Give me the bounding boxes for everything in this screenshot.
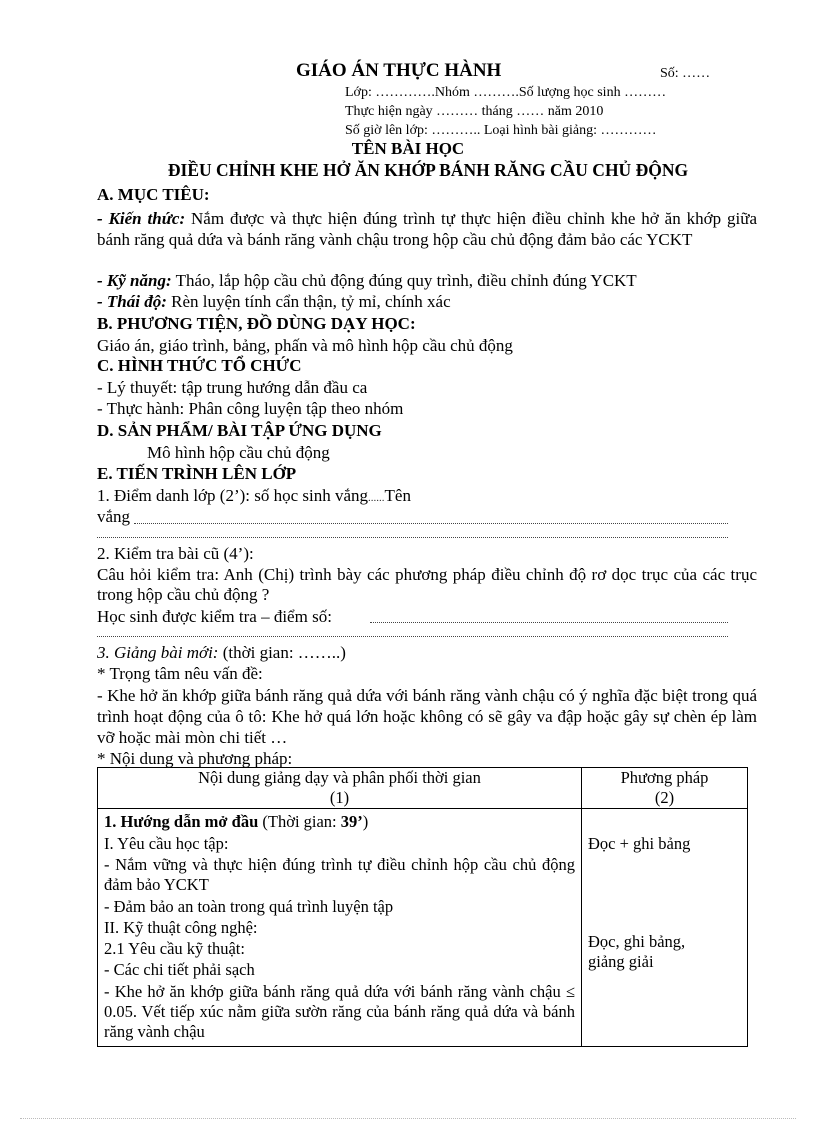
so-field: Số: …… [660, 66, 711, 81]
section-d-heading: D. SẢN PHẨM/ BÀI TẬP ỨNG DỤNG [97, 421, 382, 440]
giangbai-time: (thời gian: ……..) [218, 643, 346, 662]
cauhoi-text: Câu hỏi kiểm tra: Anh (Chị) trình bày các phương pháp điều chỉnh độ rơ dọc trục của các trục trong hộp cầu chủ động ? [97, 565, 757, 604]
hocsinh-dotline-2 [97, 636, 728, 637]
hocsinh-line: Học sinh được kiểm tra – điểm số: [97, 607, 332, 626]
section-b-heading: B. PHƯƠNG TIỆN, ĐỒ DÙNG DẠY HỌC: [97, 314, 416, 333]
trongtam-heading: * Trọng tâm nêu vấn đề: [97, 664, 263, 683]
kynang-text: Tháo, lắp hộp cầu chủ động đúng quy trình, điều chỉnh đúng YCKT [171, 271, 637, 290]
ngay-line: Thực hiện ngày ……… tháng …… năm 2010 [345, 104, 604, 119]
giangbai-line [97, 643, 346, 663]
vang-dotline [134, 523, 728, 524]
ii-item2: - Khe hở ăn khớp giữa bánh răng quả dứa với bánh răng vành chậu ≤ 0.05. Vết tiếp xúc nằm giữa sườn răng của bánh răng quả dứa và bánh răng vành chậu [104, 982, 575, 1041]
row-title-rest: (Thời gian: [258, 812, 341, 831]
table-header-col1 [98, 768, 582, 809]
section-c-line2: - Thực hành: Phân công luyện tập theo nhóm [97, 399, 404, 418]
col1-header: Nội dung giảng dạy và phân phối thời gian [198, 768, 481, 787]
noidung-heading: * Nội dung và phương pháp: [97, 749, 293, 768]
section-c-heading: C. HÌNH THỨC TỔ CHỨC [97, 356, 302, 375]
i-heading: I. Yêu cầu học tập: [104, 834, 229, 853]
col1-number: (1) [329, 788, 350, 807]
col2-number: (2) [654, 788, 675, 807]
section-e-heading: E. TIẾN TRÌNH LÊN LỚP [97, 464, 297, 483]
table-row [98, 809, 748, 1047]
page-bottom-border [20, 1118, 796, 1119]
document-title: GIÁO ÁN THỰC HÀNH [296, 60, 502, 81]
diemdanh-text: 1. Điểm danh lớp (2’): số học sinh vắng [97, 486, 369, 505]
method-2: Đọc, ghi bảng, giảng giải [588, 932, 686, 971]
trongtam-text: - Khe hở ăn khớp giữa bánh răng quả dứa với bánh răng vành chậu có ý nghĩa đặc biệt trong quá trình hoạt động của ô tô: Khe hở quá lớn hoặc không có sẽ gây va đập hoặc gây sự chèn ép làm vỡ hoặc mài mòn chi tiết … [97, 686, 757, 747]
thaido-label: - Thái độ: [97, 292, 167, 311]
diemdanh-line [97, 486, 411, 508]
i-item2: - Đảm bảo an toàn trong quá trình luyện tập [104, 897, 394, 916]
row-title-time: 39’ [340, 812, 363, 831]
ii-sub: 2.1 Yêu cầu kỹ thuật: [104, 939, 245, 958]
diemdanh-dots: ...... [368, 492, 385, 504]
thaido-text: Rèn luyện tính cẩn thận, tỷ mỉ, chính xác [166, 292, 451, 311]
vang-label: vắng [97, 507, 131, 526]
gio-line: Số giờ lên lớp: ……….. Loại hình bài giảng: ………… [345, 123, 657, 138]
method-cell [582, 809, 748, 1047]
table-header-row [98, 768, 748, 809]
i-item1: - Nắm vững và thực hiện đúng trình tự điều chỉnh hộp cầu chủ động đảm bảo YCKT [104, 855, 575, 894]
content-cell [98, 809, 582, 1047]
ii-item1: - Các chi tiết phải sạch [104, 960, 255, 979]
giangbai-label: 3. Giảng bài mới: [97, 643, 219, 662]
kienthuc-label: - Kiến thức: [97, 209, 186, 228]
row-title-close: ) [362, 812, 369, 831]
kienthuc-text: Nắm được và thực hiện đúng trình tự thực hiện điều chỉnh khe hở ăn khớp giữa bánh răng quả dứa và bánh răng vành chậu trong hộp cầu chủ động đảm bảo các YCKT [97, 209, 757, 249]
vang-dotline-2 [97, 537, 728, 538]
kienthuc-paragraph [97, 208, 757, 250]
section-b-text: Giáo án, giáo trình, bảng, phấn và mô hình hộp cầu chủ động [97, 336, 513, 355]
section-c-line1: - Lý thuyết: tập trung hướng dẫn đầu ca [97, 378, 368, 397]
kynang-label: - Kỹ năng: [97, 271, 172, 290]
section-a-heading: A. MỤC TIÊU: [97, 185, 210, 204]
lop-line: Lớp: ………….Nhóm ……….Số lượng học sinh ……… [345, 85, 667, 100]
row-title-bold: 1. Hướng dẫn mở đầu [104, 812, 259, 831]
method-1: Đọc + ghi bảng [588, 834, 691, 853]
lesson-title: ĐIỀU CHỈNH KHE HỞ ĂN KHỚP BÁNH RĂNG CẦU CHỦ ĐỘNG [167, 160, 689, 180]
hocsinh-dotline [370, 622, 728, 623]
lesson-label: TÊN BÀI HỌC [351, 139, 465, 158]
ii-heading: II. Kỹ thuật công nghệ: [104, 918, 258, 937]
table-header-col2 [582, 768, 748, 809]
kiemtra-heading: 2. Kiểm tra bài cũ (4’): [97, 544, 254, 563]
kynang-line [97, 271, 637, 291]
ten-text: Tên [384, 486, 411, 505]
thaido-line [97, 292, 451, 312]
col2-header: Phương pháp [620, 768, 709, 787]
row-title [104, 812, 575, 832]
content-method-table [97, 767, 748, 1047]
section-d-text: Mô hình hộp cầu chủ động [147, 443, 330, 462]
